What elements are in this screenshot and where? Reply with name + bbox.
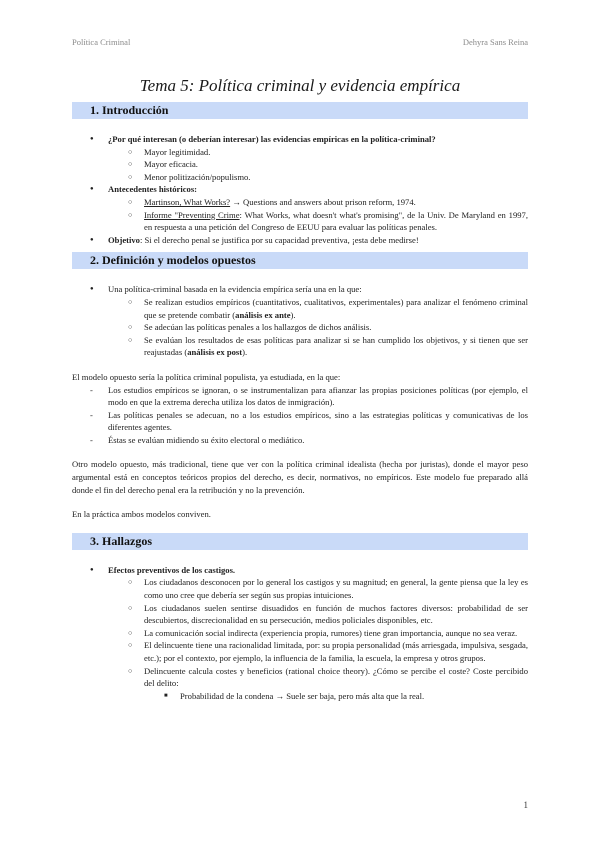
list-item [72, 296, 528, 321]
header-author: Dehyra Sans Reina [462, 37, 528, 47]
list-item: - Éstas se evalúan midiendo su éxito electoral o mediático. [72, 434, 528, 447]
list-item: ○ Se adecúan las políticas penales a los hallazgos de dichos análisis. [72, 321, 528, 334]
item-bold: análisis ex ante [235, 309, 291, 320]
antecedentes-label: Antecedentes históricos: [108, 184, 198, 195]
definition-list [72, 283, 528, 359]
list-item: ○ La comunicación social indirecta (experiencia propia, rumores) tiene gran importancia, aunque no sea veraz. [72, 627, 528, 640]
list-item [72, 564, 528, 577]
idealist-paragraph: Otro modelo opuesto, más tradicional, tiene que ver con la política criminal idealista (hecha por juristas), donde el mayor peso argumental está en conceptos teóricos propios del derecho, es decir, normativos, no empíricos. Este modelo fue preparado allá donde el fin del derecho penal era la retribución y no la prevención. [72, 459, 528, 495]
item-bold: análisis ex post [187, 347, 243, 358]
list-item [72, 234, 528, 247]
question-text: ¿Por qué interesan (o deberían interesar) las evidencias empíricas en la política-criminal? [108, 134, 436, 144]
list-item [72, 183, 528, 196]
item-text: Se realizan estudios empíricos (cuantitativos, cualitativos, experimentales) para analizar el fenómeno criminal que se pretende combatir ( [144, 296, 528, 320]
populist-list [72, 384, 528, 447]
findings-list [72, 564, 528, 703]
martinson-text: → Questions and answers about prison reform, 1974. [230, 196, 416, 207]
item-text: ). [242, 347, 248, 358]
preventing-crime-text: : What Works, what doesn't what's promising", de la Univ. De Maryland en 1997, en respuesta a una petición del Congreso de EEUU para evaluar las políticas penales. [144, 209, 528, 233]
list-item: ○ Los ciudadanos suelen sentirse disuadidos en función de muchos factores diversos: probabilidad de ser descubiertos, discrecionalidad en su persecución, medios policiales disponibles, etc. [72, 602, 528, 627]
list-item: ○ El delincuente tiene una racionalidad limitada, por: su propia personalidad (más arriesgada, impulsiva, sesgada, etc.); por el contexto, por ejemplo, la influencia de la familia, la escuela, la empresa y otros grupos. [72, 639, 528, 664]
list-item: ■ Probabilidad de la condena → Suele ser baja, pero más alta que la real. [72, 690, 528, 703]
list-item: ○ Mayor eficacia. [72, 158, 528, 171]
list-item [72, 334, 528, 359]
list-item: ○ Mayor legitimidad. [72, 146, 528, 159]
efectos-label: Efectos preventivos de los castigos. [108, 564, 236, 575]
page-title: Tema 5: Política criminal y evidencia empírica [139, 76, 461, 95]
document-body [72, 102, 528, 702]
intro-list [72, 133, 528, 246]
populist-intro: El modelo opuesto sería la política criminal populista, ya estudiada, en la que: [72, 371, 341, 382]
list-item [72, 133, 528, 146]
header-course: Política Criminal [72, 37, 131, 47]
section-heading-introduccion: 1. Introducción [72, 102, 528, 119]
section-heading-definicion: 2. Definición y modelos opuestos [72, 252, 528, 269]
list-item: ○ Delincuente calcula costes y beneficios (rational choice theory). ¿Cómo se percibe el coste? Coste percibido del delito: [72, 665, 528, 690]
list-item [72, 209, 528, 234]
list-item [72, 196, 528, 209]
section-heading-hallazgos: 3. Hallazgos [72, 533, 528, 550]
page-number: 1 [523, 800, 528, 810]
objetivo-text: : Si el derecho penal se justifica por su capacidad preventiva, ¡esta debe medirse! [139, 234, 419, 245]
preventing-crime-link[interactable]: Informe "Preventing Crime [144, 209, 240, 220]
item-text: Se evalúan los resultados de esas políticas para analizar si se han cumplido los objetivos, y si tienen que ser reajustadas ( [144, 334, 528, 358]
item-text: ). [290, 309, 296, 320]
list-item: ○ Menor politización/populismo. [72, 171, 528, 184]
objetivo-label: Objetivo [108, 234, 140, 245]
list-item: - Las políticas penales se adecuan, no a los estudios empíricos, sino a las estrategias políticas y comunicativas de los diferentes agentes. [72, 409, 528, 434]
list-item: ● Una política-criminal basada en la evidencia empírica sería una en la que: [72, 283, 528, 296]
list-item: ○ Los ciudadanos desconocen por lo general los castigos y su magnitud; en general, la gente piensa que la ley es como uno cree que debería ser según sus propias intuiciones. [72, 576, 528, 601]
martinson-link[interactable]: Martinson, What Works? [144, 196, 231, 207]
coexist-paragraph: En la práctica ambos modelos conviven. [72, 509, 211, 520]
list-item: - Los estudios empíricos se ignoran, o se instrumentalizan para afianzar las propias posiciones políticas (por ejemplo, el modo en que la extrema derecha utiliza los datos de inmigración). [72, 384, 528, 409]
